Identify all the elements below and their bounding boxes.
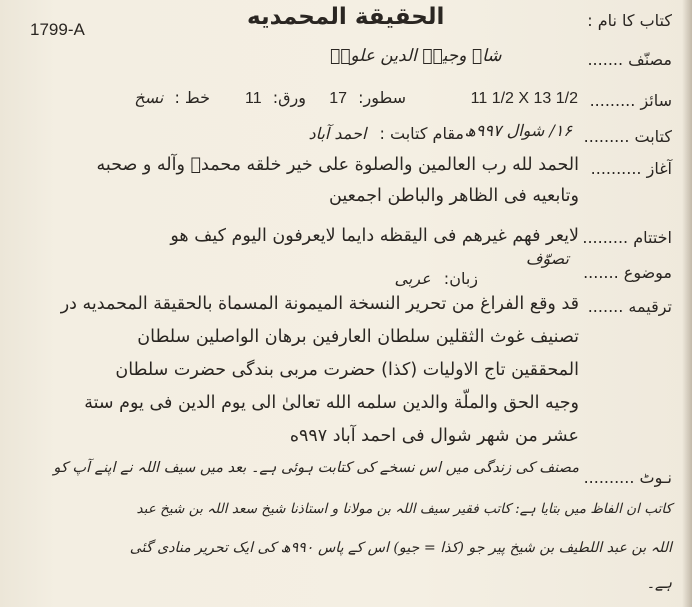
subject-label: موضوع ....... — [583, 263, 672, 282]
lines-value: 17 — [329, 90, 347, 107]
subject-value: تصوّف — [525, 249, 569, 268]
copying-place-value: احمد آباد — [308, 124, 367, 143]
note-line-2: کاتب ان الفاظ میں بتایا ہے: کاتب فقیر سیف اللہ بن مولانا و استاذنا شیخ سعد اللہ بن شیخ عبد — [136, 501, 672, 517]
book-name-label: کتاب کا نام : — [587, 11, 672, 30]
colophon-line-5: عشر من شهر شوال فی احمد آباد ۹۹۷ه — [289, 426, 579, 446]
size-label: سائز ......... — [589, 91, 672, 110]
script-field — [134, 88, 210, 107]
colophon-line-3: المحققین تاج الاولیات (کذا) حضرت مربی بندگی حضرت سلطان — [115, 360, 579, 380]
ending-text: لایعر فهم غیرهم فی الیقظه دایما لایعرفون الیوم کیف هو — [170, 226, 579, 246]
beginning-line-2: وتابعیه فی الظاهر والباطن اجمعین — [329, 186, 579, 206]
language-value: عربی — [394, 269, 431, 288]
colophon-line-1: قد وقع الفراغ من تحریر النسخة المیمونة المسماة بالحقیقة المحمدیه در — [60, 294, 579, 314]
book-title: الحقیقة المحمدیه — [247, 4, 445, 30]
catalog-number: 1799-A — [30, 20, 85, 39]
size-dimensions — [471, 88, 578, 108]
copying-label: کتابت ......... — [583, 127, 672, 146]
copying-place-field — [308, 124, 464, 143]
script-value: نسخ — [134, 88, 164, 107]
script-label: خط : — [174, 88, 210, 107]
note-line-4: ہے۔ — [646, 576, 672, 592]
leaves-field — [245, 88, 306, 108]
ending-label: اختتام ......... — [582, 228, 672, 247]
language-label: زبان: — [443, 269, 478, 288]
colophon-label: ترقیمه ....... — [587, 297, 672, 316]
size-dimensions-value: 11 1/2 X 13 1/2 — [470, 90, 578, 107]
copying-place-label: مقام کتابت : — [379, 124, 464, 143]
author-label: مصنّف ....... — [587, 50, 672, 69]
beginning-label: آغاز .......... — [590, 159, 672, 178]
lines-label: سطور: — [358, 88, 406, 107]
colophon-line-2: تصنیف غوث الثقلین سلطان العارفین برهان الواصلین سلطان — [137, 327, 579, 347]
note-label: نـوٹ .......... — [583, 468, 672, 487]
leaves-value: 11 — [245, 90, 262, 107]
author-value: شاہ وجیہہ الدین علویؒ — [330, 46, 502, 66]
colophon-line-4: وجیه الحق والملّة والدین سلمه الله تعالیٰ الی یوم الدین فی یوم ستة — [84, 393, 579, 413]
beginning-line-1: الحمد لله رب العالمین والصلوة علی خیر خلقه محمدؐ وآله و صحبه — [96, 155, 579, 175]
language-field — [395, 269, 478, 288]
note-line-1: مصنف کی زندگی میں اس نسخے کی کتابت ہوئی ہے۔ بعد میں سیف اللہ نے اپنے آپ کو — [53, 460, 579, 476]
copying-date: ۱۶/ شوال ۹۹۷ھ — [464, 121, 572, 140]
lines-field — [329, 88, 406, 108]
note-line-3: اللہ بن عبد اللطیف بن شیخ پیر جو (کذا = جیو) اس کے پاس ۹۹۰ھ کی ایک تحریر منادی گئی — [129, 540, 672, 556]
leaves-label: ورق: — [272, 88, 306, 107]
